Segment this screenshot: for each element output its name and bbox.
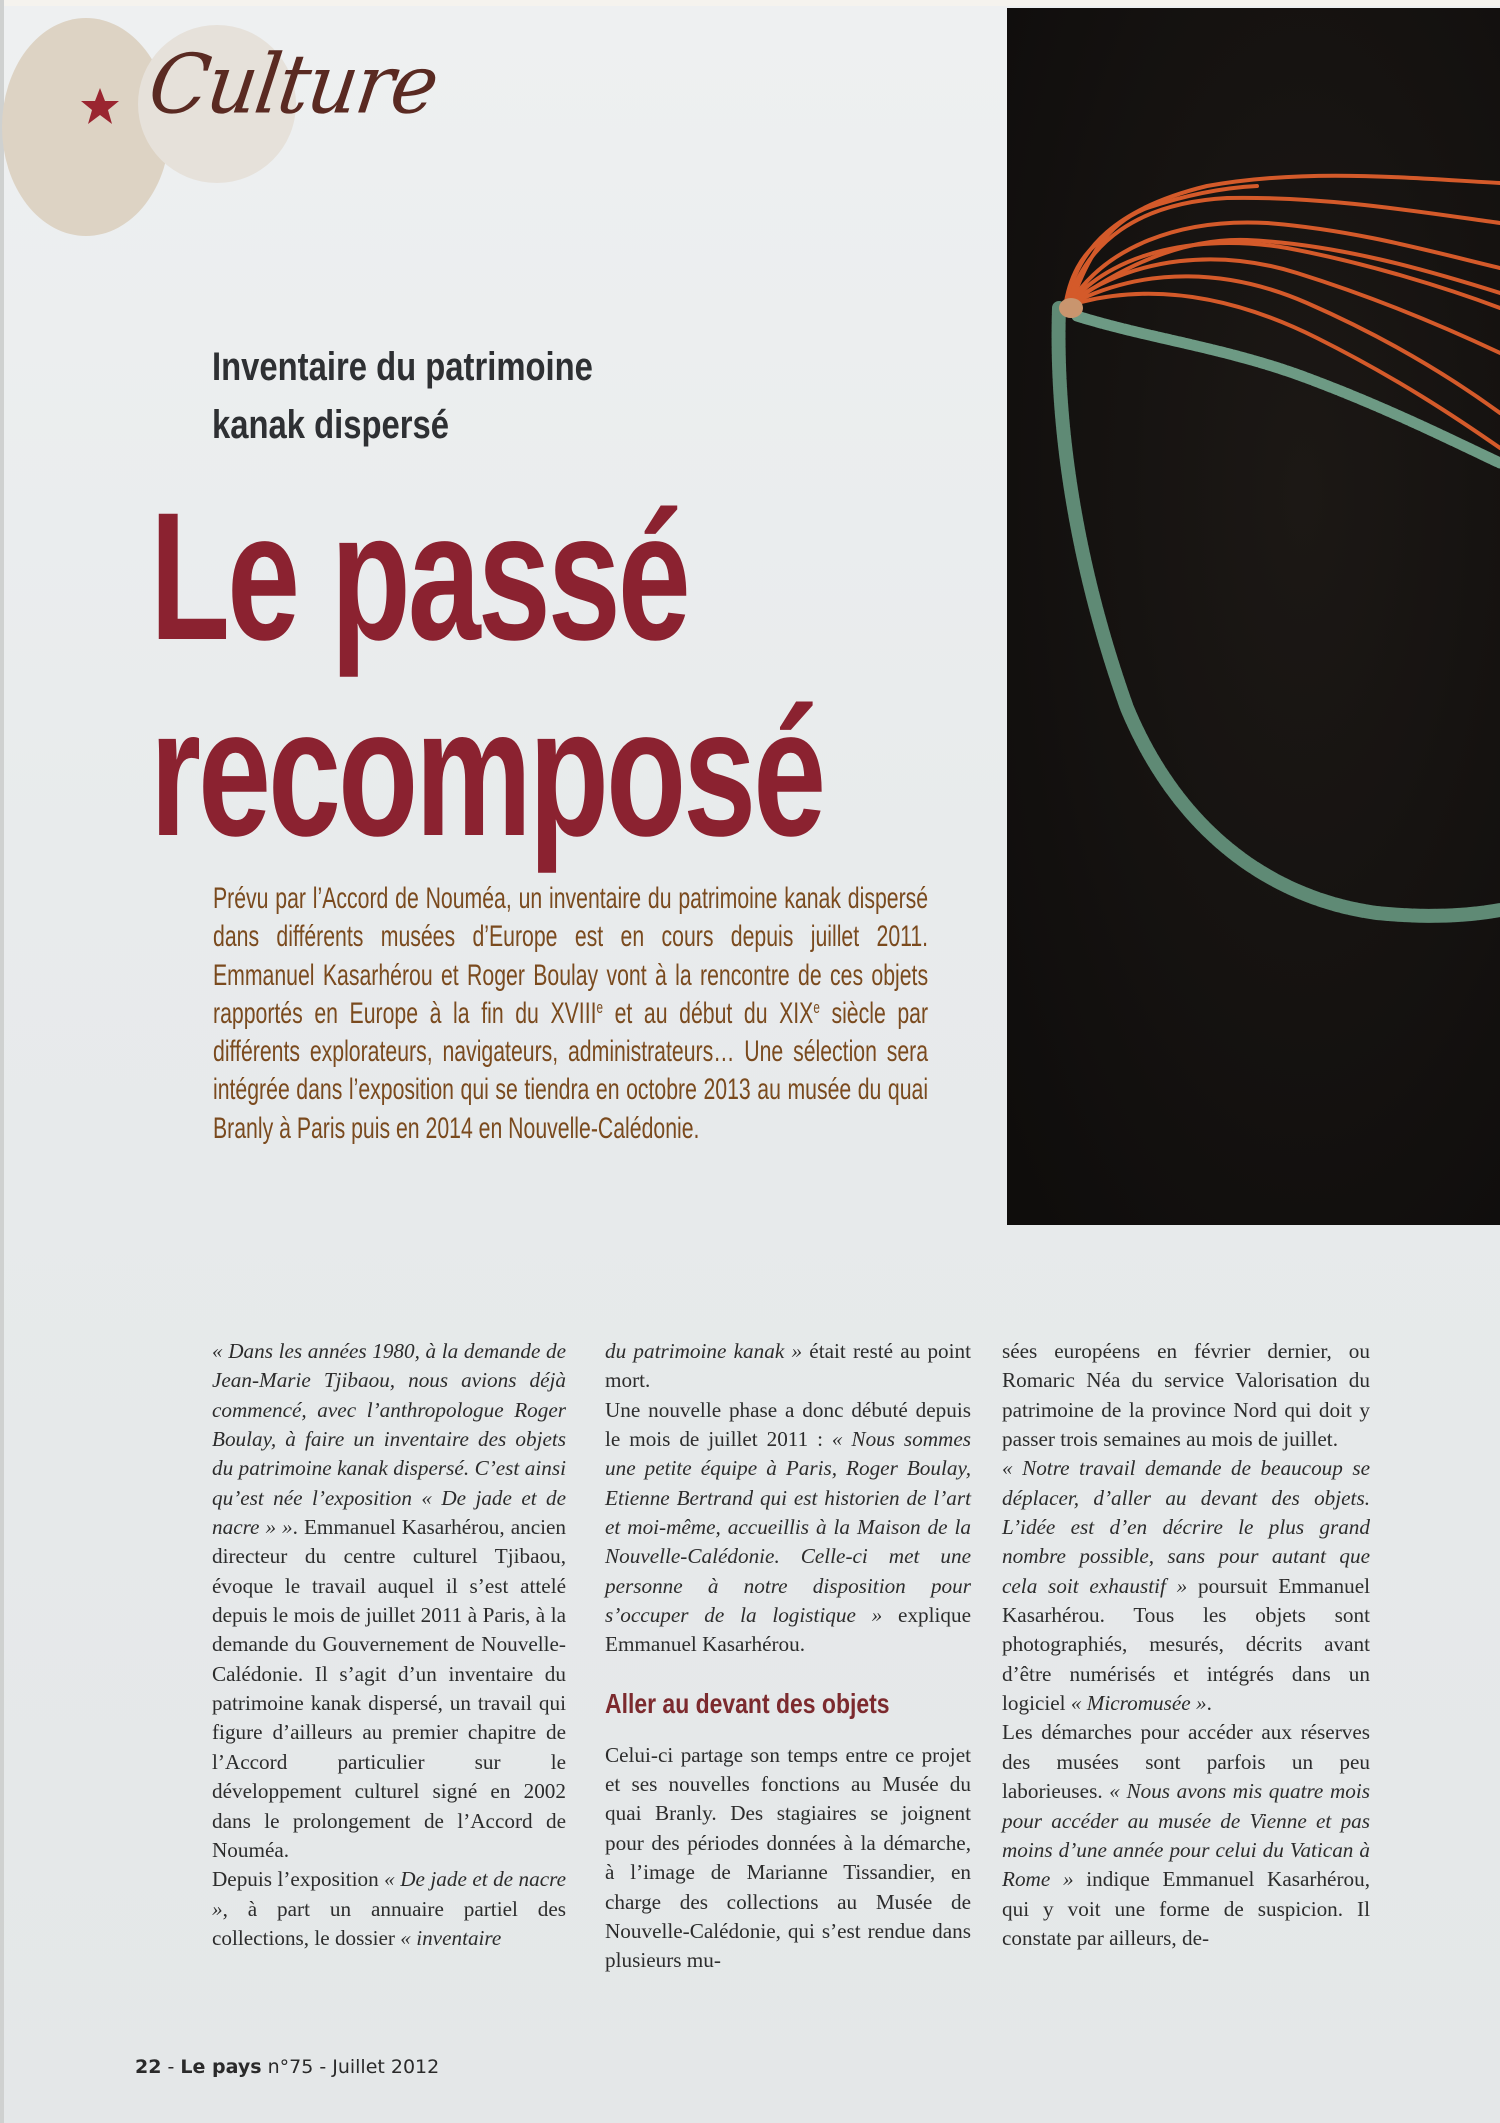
article-column-1 — [212, 1337, 566, 1953]
intro-text: Prévu par l’Accord de Nouméa, un inventaire du patrimoine kanak dispersé dans différents musées d’Europe est en cours depuis juillet 2011. Emmanuel Kasarhérou et Roger Boulay vont à la rencontre de ces objets rapportés en Europe à la fin du XVIII — [213, 882, 929, 1030]
page-number: 22 — [135, 2056, 162, 2078]
body-text: , à part un annuaire partiel des collections, le dossier — [212, 1896, 566, 1950]
article-kicker — [212, 338, 671, 454]
section-subheading: Aller au devant des objets — [605, 1687, 890, 1719]
necklace-photo — [1007, 8, 1500, 1225]
article-headline — [150, 474, 824, 874]
body-text: Une nouvelle phase a donc débuté depuis le mois de juillet 2011 : — [605, 1397, 971, 1452]
paragraph — [1002, 1718, 1370, 1953]
paragraph — [212, 1337, 566, 1865]
quote-text: « inventaire — [400, 1925, 502, 1950]
body-text: indique Emmanuel Kasarhérou, qui y voit une forme de suspicion. Il constate par ailleurs, de- — [1002, 1867, 1370, 1950]
quote-text: « Notre travail demande de beaucoup se déplacer, d’aller au devant des objets. L’idée est d’en décrire le plus grand nombre possible, sans pour autant que cela soit exhaustif » — [1002, 1456, 1370, 1598]
paragraph — [1002, 1454, 1370, 1718]
star-icon — [78, 84, 122, 128]
intro-text: siècle par différents explorateurs, navigateurs, administrateurs… Une sélection sera intégrée dans l’exposition qui se tiendra en octobre 2013 au musée du quai Branly à Paris puis en 2014 en Nouvelle-Calédonie. — [213, 996, 929, 1145]
cord-knot — [1059, 298, 1083, 318]
paragraph — [605, 1396, 971, 1660]
page-folio — [135, 2056, 439, 2078]
headline-line: Le passé — [150, 474, 688, 678]
kicker-line: kanak dispersé — [212, 403, 450, 447]
article-column-2 — [605, 1337, 971, 1976]
article-column-3 — [1002, 1337, 1370, 1953]
paragraph: Celui-ci partage son temps entre ce projet et ses nouvelles fonctions au Musée du quai Branly. Des stagiaires se joignent pour des périodes données à la démarche, à l’image de Marianne Tissandier, en charge des collections au Musée de Nouvelle-Calédonie, qui s’est rendue dans plusieurs mu- — [605, 1742, 971, 1973]
necklace-illustration — [1007, 8, 1500, 1225]
body-text: . — [1206, 1691, 1212, 1716]
superscript: e — [813, 999, 820, 1017]
issue-info: n°75 - Juillet 2012 — [261, 2056, 440, 2078]
quote-text: « Nous sommes une petite équipe à Paris, Roger Boulay, Etienne Bertrand qui est historien de l’art et moi-même, accueillis à la Maison de la Nouvelle-Calédonie. Celle-ci met une personne à notre disposition pour s’occuper de la logistique » — [605, 1427, 972, 1628]
quote-text: « Nous avons mis quatre mois pour accéder au musée de Vienne et pas moins d’une année pour celui du Vatican à Rome » — [1002, 1779, 1370, 1892]
body-text: explique Emmanuel Kasarhérou. — [605, 1603, 971, 1657]
quote-text: « Dans les années 1980, à la demande de Jean-Marie Tjibaou, nous avions déjà commencé, avec l’anthropologue Roger Boulay, à faire un inventaire des objets du patrimoine kanak dispersé. C’est ainsi qu’est née l’exposition « De jade et de nacre » » — [212, 1339, 566, 1540]
quote-text: « Micromusée » — [1070, 1691, 1207, 1716]
superscript: e — [596, 999, 603, 1017]
body-text: était resté au point mort. — [605, 1339, 972, 1393]
article-intro — [213, 880, 928, 1148]
kicker-line: Inventaire du patrimoine — [212, 345, 593, 389]
paragraph — [212, 1865, 566, 1953]
body-text: . Emmanuel Kasarhérou, ancien directeur du centre culturel Tjibaou, évoque le travail auquel il s’est attelé depuis le mois de juillet 2011 à Paris, à la demande du Gouvernement de Nouvelle-Calédonie. Il s’agit d’un inventaire du patrimoine kanak dispersé, un travail qui figure d’ailleurs au premier chapitre de l’Accord particulier sur le développement culturel signé en 2002 dans le prolongement de l’Accord de Nouméa. — [212, 1515, 566, 1862]
body-text: Depuis l’exposition — [212, 1867, 385, 1892]
body-text: poursuit Emmanuel Kasarhérou. Tous les objets sont photographiés, mesurés, décrits avant d’être numérisés et intégrés dans un logiciel — [1002, 1573, 1370, 1716]
quote-text: « De jade et de nacre » — [212, 1867, 566, 1921]
body-text: Les démarches pour accéder aux réserves des musées sont parfois un peu laborieuses. — [1002, 1720, 1370, 1804]
magazine-name: Le pays — [180, 2056, 262, 2078]
headline-line: recomposé — [150, 670, 824, 874]
paragraph — [605, 1337, 971, 1396]
folio-separator: - — [161, 2056, 181, 2078]
page-edge-left — [0, 0, 4, 2123]
quote-text: du patrimoine kanak » — [605, 1339, 803, 1363]
intro-text: et au début du XIX — [602, 996, 814, 1030]
paragraph: sées européens en février dernier, ou Romaric Néa du service Valorisation du patrimoine de la province Nord qui doit y passer trois semaines au mois de juillet. — [1002, 1339, 1370, 1452]
section-rubric: Culture — [143, 37, 443, 133]
